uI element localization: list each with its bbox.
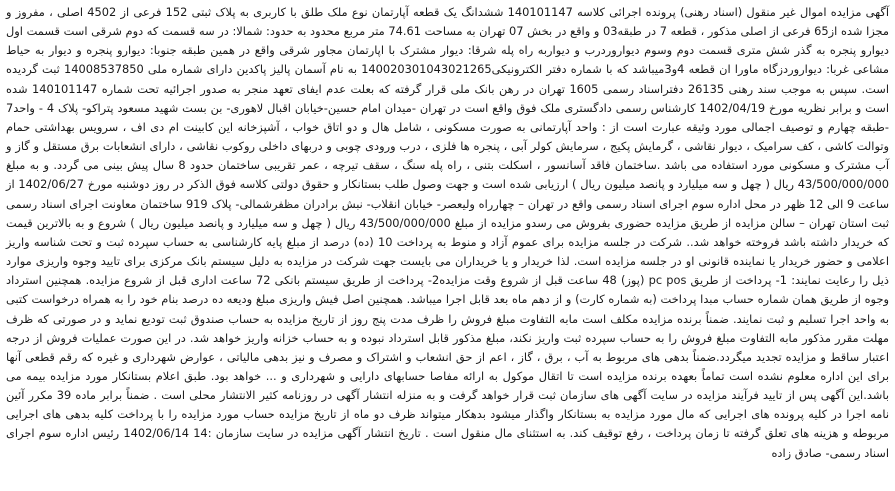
- notice-body-text: آگهی مزایده اموال غیر منقول (اسناد رهنی) پرونده اجرائی کلاسه 140101147 ششدانگ یک قطعه آپارتمان نوع ملک طلق با کاربری به پلاک ثبتی 152 فرعی از 4502 اصلی ، مفروز و مجزا شده از65 فرعی از اصلی مذکور ، قطعه 7 در طبقه03 و واقع در بخش 07 تهران به مساحت 74.61 متر مربع محدود به حدود: شمالا: در سه قسمت که دوم شرقی است قسمت اول دیوارو پنجره به گذر شش متری قسمت دوم وسوم دیواروردرب و دیواربه راه پله شرقا: دیوار مشترک با اپارتمان مجاور شرقی واقع در همین طبقه جنوبا: دیوارو پنجره و دیوار به حیاط مشاعی غربا: دیواروردزگاه ماورا ان قطعه 4و3میباشد که با شماره دفتر الکترونیکی140020301043021265 به نام آسمان پالیز پاکدین دارای شماره ملی 14008537850 ثبت گردیده است. سپس به موجب سند رهنی 26135 دفتراسناد رسمی 1605 تهران در رهن بانک ملی قرار گرفته که بعلت عدم ایفای تعهد منجر به صدور اجرائیه تحت شماره 140101147 شده است و برابر نظریه مورخ 1402/04/19 کارشناس رسمی دادگستری ملک فوق واقع است در تهران -میدان امام حسین-خیابان اقبال لاهوری- بن بست شهید مسعود پتراکو- پلاک 4 - واحد7 -طبقه چهارم و توصیف اجمالی مورد وثیقه عبارت است از : واحد آپارتمانی به صورت مسکونی ، شامل هال و دو اتاق خواب ، آشپزخانه این کابینت ام دی اف ، سرویس بهداشتی حمام وتوالت کاشی ، کف سرامیک ، دیوار نقاشی ، گرمایش پکیج ، سرمایش کولر آبی ، پنجره ها فلزی ، درب ورودی چوبی و دربهای داخلی روکوب نقاشی ، دارای انشعابات برق مستقل و گاز و آب مشترک و مسکونی مورد استفاده می باشد .ساختمان فاقد آسانسور ، اسکلت بتنی ، راه پله سنگ ، سقف تیرچه ، عمر تقریبی ساختمان حدود 8 سال پیش بینی می گردد. و به مبلغ 43/500/000/000 ریال ( چهل و سه میلیارد و پانصد میلیون ریال ) ارزیابی شده است و جهت وصول طلب بستانکار و حقوق دولتی کلاسه فوق الذکر در روز دوشنبه مورخ 1402/06/27 از ساعت 9 الی 12 ظهر در محل اداره سوم اجرای اسناد رسمی واقع در تهران – چهارراه ولیعصر- خیابان انقلاب- نبش برادران مظفرشمالی- پلاک 919 ساختمان معاونت اجرای اسناد رسمی ثبت استان تهران – سالن مزایده از طریق مزایده حضوری بفروش می رسدو مزایده از مبلغ 43/500/000/000 ریال ( چهل و سه میلیارد و پانصد میلیون ریال ) شروع و به بالاترین قیمت که خریدار داشته باشد فروخته خواهد شد.. شرکت در جلسه مزایده برای عموم آزاد و منوط به پرداخت 10 (ده) درصد از مبلغ پایه کارشناسی به حساب سپرده ثبت و تحت شناسه واریز اعلامی و حضور خریدار یا نماینده قانونی او در جلسه مزایده است. لذا خریدار و یا خریداران می بایست جهت شرکت در مزایده به دلیل سیستم بانک مرکزی برای تایید وجوه واریزی موارد ذیل را رعایت نمایند: 1- پرداخت از طریق pc pos (پوز) 48 ساعت قبل از شروع وقت مزایده2- پرداخت از طریق سیستم بانکی 72 ساعت اداری قبل از شروع مزایده. همچنین استرداد وجوه از طریق همان شماره حساب مبدا پرداخت (به شماره کارت) و از دهم ماه بعد قابل اجرا میباشد. همچنین اصل فیش واریزی مبلغ ودیعه ده درصد بنام خود را به همراه درخواست کتبی به واحد اجرا تسلیم و ثبت نمایند. ضمناً برنده مزایده مکلف است مابه التفاوت مبلغ فروش را ظرف مدت پنج روز از تاریخ مزایده به حساب صندوق ثبت تودیع نماید و در صورتی که ظرف مهلت مقرر مذکور مابه التفاوت مبلغ فروش را به حساب سپرده ثبت واریز نکند، مبلغ مذکور قابل استرداد نبوده و به حساب خزانه واریز خواهد شد. در این صورت عملیات فروش از درجه اعتبار ساقط و مزایده تجدید میگردد.ضمناً بدهی های مربوط به آب ، برق ، گاز ، اعم از حق انشعاب و اشتراک و مصرف و نیز بدهی مالیاتی ، عوارض شهرداری و غیره که رقم قطعی آنها برای این اداره معلوم نشده است تماماً بعهده برنده مزایده است تا اتقال موکول به ارائه مفاصا حسابهای دارایی و شهرداری و ... خواهد بود. طبق اعلام بستانکار مورد مزایده بیمه می باشد.این آگهی پس از تایید فرآیند مزایده در سایت آگهی های سازمان ثبت قرار خواهد گرفت و به منزله انتشار آگهی در روزنامه کثیر الانتشار محلی است . ضمناً برابر ماده 39 مکرر آئین نامه اجرا در کلیه پرونده های اجرایی که مال مورد مزایده به بستانکار واگذار میشود بدهکار میتواند ظرف دو ماه از تاریخ مزایده حساب مورد مزایده را با پرداخت کلیه بدهی های اجرایی مربوطه و هزینه های تعلق گرفته تا زمان پرداخت ، رفع توقیف کند. به استثنای مال منقول است . تاریخ انتشار آگهی مزایده در سایت سازمان :14 1402/06/14 رئیس اداره سوم اجرای اسناد رسمی- صادق زاده: [6, 5, 890, 460]
